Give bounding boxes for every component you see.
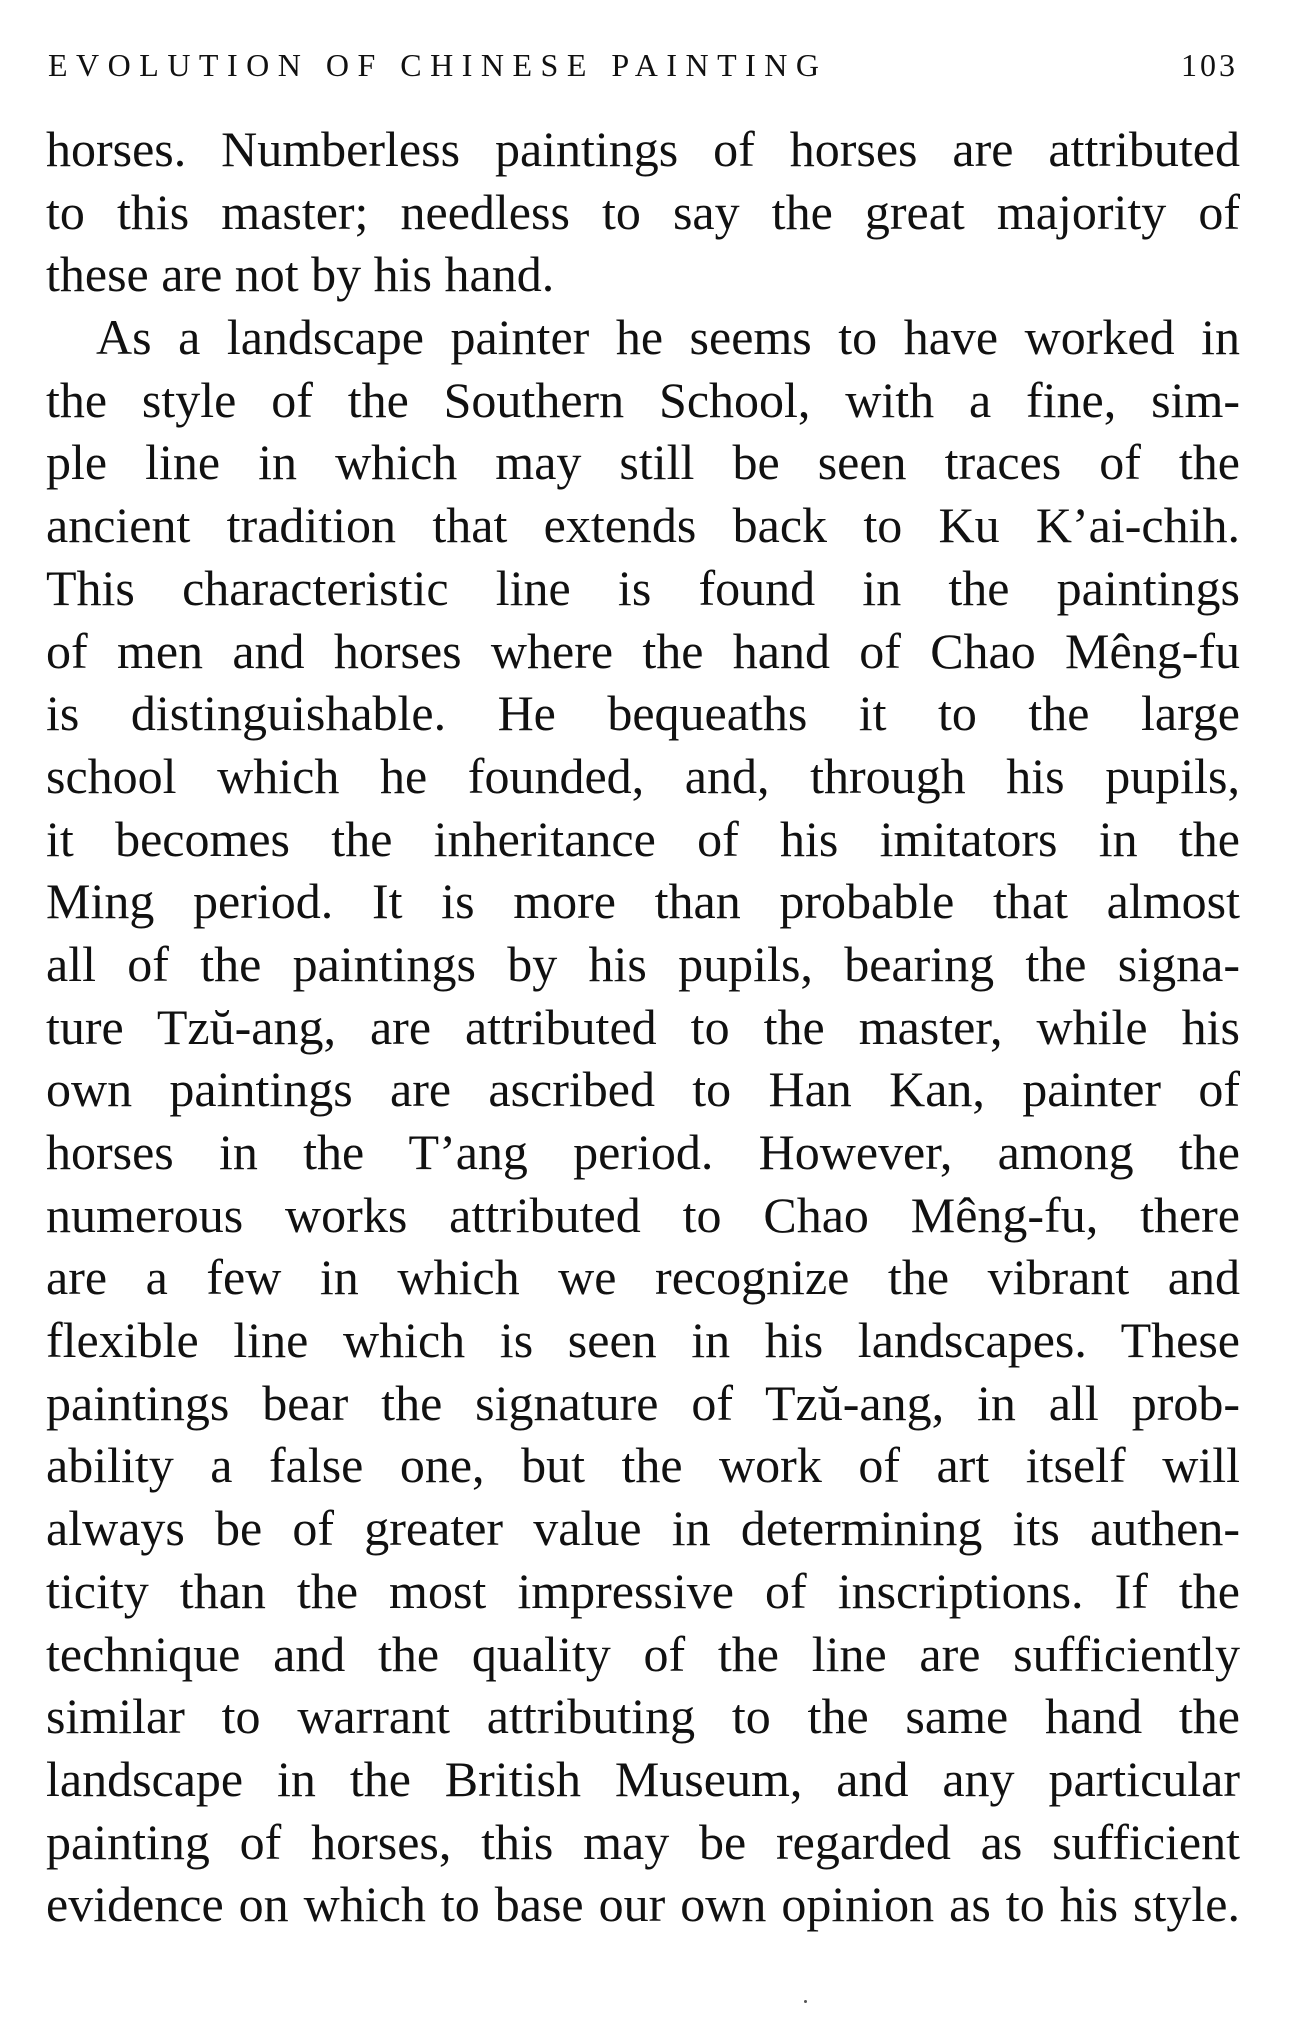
text-line: ticity than the most impressive of inscriptions. If the [46, 1562, 1240, 1619]
paragraph-2 [46, 306, 1240, 1936]
text-line: Ming period. It is more than probable that almost [46, 873, 1240, 930]
text-line: landscape in the British Museum, and any particular [46, 1750, 1240, 1807]
text-line: all of the paintings by his pupils, bearing the signa- [46, 935, 1240, 992]
text-line: the style of the Southern School, with a fine, sim- [46, 371, 1240, 428]
print-speck [804, 2000, 807, 2003]
text-line: As a landscape painter he seems to have worked in [96, 309, 1240, 366]
text-line: always be of greater value in determining its authen- [46, 1500, 1240, 1557]
text-line: ability a false one, but the work of art itself will [46, 1437, 1240, 1494]
text-line: numerous works attributed to Chao Mêng-fu, there [46, 1186, 1240, 1243]
text-line: evidence on which to base our own opinion as to his style. [46, 1876, 1240, 1933]
text-line: ple line in which may still be seen traces of the [46, 434, 1240, 491]
text-line: it becomes the inheritance of his imitators in the [46, 810, 1240, 867]
text-line: paintings bear the signature of Tzŭ-ang, in all prob- [46, 1374, 1240, 1431]
text-line: is distinguishable. He bequeaths it to the large [46, 685, 1240, 742]
page-number: 103 [1181, 47, 1238, 83]
text-line: horses in the T’ang period. However, among the [46, 1124, 1240, 1180]
running-head [48, 40, 1238, 90]
text-line: flexible line which is seen in his landscapes. These [46, 1312, 1240, 1369]
text-line: similar to warrant attributing to the same hand the [46, 1688, 1240, 1745]
paragraph-1 [46, 118, 1240, 306]
text-line: of men and horses where the hand of Chao Mêng-fu [46, 622, 1240, 679]
text-line: This characteristic line is found in the paintings [46, 559, 1240, 616]
text-line: own paintings are ascribed to Han Kan, painter of [46, 1061, 1240, 1118]
text-line: painting of horses, this may be regarded as sufficient [46, 1813, 1240, 1870]
body-text [46, 118, 1240, 1936]
text-line: to this master; needless to say the great majority of [46, 183, 1240, 240]
text-line: technique and the quality of the line are sufficiently [46, 1625, 1240, 1682]
text-line: ture Tzŭ-ang, are attributed to the master, while his [46, 998, 1240, 1055]
text-line: ancient tradition that extends back to Ku K’ai-chih. [46, 497, 1240, 554]
text-line: school which he founded, and, through his pupils, [46, 747, 1240, 804]
text-line: these are not by his hand. [46, 246, 555, 303]
text-line: are a few in which we recognize the vibrant and [46, 1249, 1240, 1306]
text-line: horses. Numberless paintings of horses are attributed [46, 121, 1240, 177]
running-head-title: EVOLUTION OF CHINESE PAINTING [48, 47, 828, 83]
